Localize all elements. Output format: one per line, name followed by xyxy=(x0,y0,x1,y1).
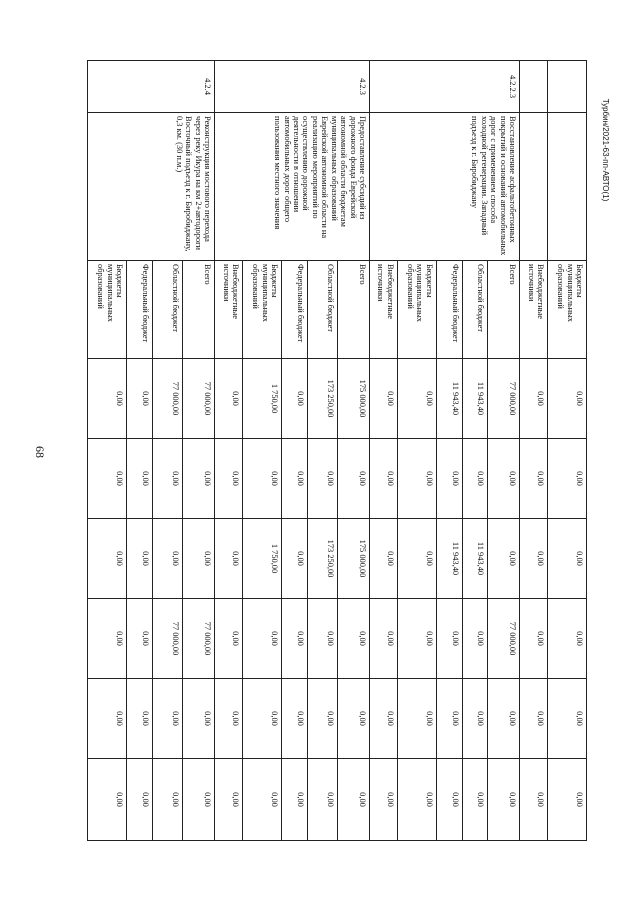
amount-cell: 77 000,00 xyxy=(152,599,183,679)
item-name-cell xyxy=(520,113,548,261)
amount-cell: 0,00 xyxy=(462,759,488,841)
item-name-cell: Реконструкция мостового перехода через реку Икура на км 2+автодороги Восточный подъезд к г. Биробиджану, 0,3 км. (30 п.м.) xyxy=(88,113,215,261)
amount-cell: 0,00 xyxy=(183,679,215,759)
item-name-cell: Восстановление асфальтобетонных покрытий и оснований автомобильных дорог с применением способа холодной регенерации. Западный подъезд к г. Биробиджану xyxy=(369,113,519,261)
item-name-cell xyxy=(548,113,587,261)
amount-cell: 0,00 xyxy=(242,599,281,679)
amount-cell: 0,00 xyxy=(436,759,462,841)
amount-cell: 0,00 xyxy=(242,439,281,519)
funding-source-cell: Федеральный бюджет xyxy=(281,261,307,359)
amount-cell: 0,00 xyxy=(397,679,436,759)
amount-cell: 0,00 xyxy=(520,599,548,679)
amount-cell: 0,00 xyxy=(307,599,338,679)
amount-cell: 0,00 xyxy=(338,599,370,679)
table-row xyxy=(338,61,370,841)
amount-cell: 0,00 xyxy=(88,599,127,679)
amount-cell: 0,00 xyxy=(215,679,243,759)
amount-cell: 0,00 xyxy=(548,599,587,679)
amount-cell: 0,00 xyxy=(307,759,338,841)
amount-cell: 0,00 xyxy=(520,359,548,439)
amount-cell: 0,00 xyxy=(127,759,153,841)
amount-cell: 0,00 xyxy=(548,439,587,519)
amount-cell: 0,00 xyxy=(520,679,548,759)
amount-cell: 77 000,00 xyxy=(488,359,520,439)
amount-cell: 77 000,00 xyxy=(183,359,215,439)
amount-cell: 0,00 xyxy=(281,359,307,439)
amount-cell: 0,00 xyxy=(369,599,397,679)
item-code-cell: 4.2.3 xyxy=(215,61,370,113)
amount-cell: 0,00 xyxy=(369,519,397,599)
amount-cell: 0,00 xyxy=(488,679,520,759)
amount-cell: 0,00 xyxy=(215,519,243,599)
amount-cell: 0,00 xyxy=(436,439,462,519)
amount-cell: 0,00 xyxy=(127,359,153,439)
page-number: 68 xyxy=(33,446,47,458)
amount-cell: 0,00 xyxy=(397,759,436,841)
amount-cell: 0,00 xyxy=(281,439,307,519)
amount-cell: 0,00 xyxy=(127,599,153,679)
amount-cell: 1 750,00 xyxy=(242,519,281,599)
funding-source-cell: Всего xyxy=(183,261,215,359)
funding-source-cell: Бюджеты муниципальных образований xyxy=(397,261,436,359)
funding-source-cell: Внебюджетные источники xyxy=(369,261,397,359)
amount-cell: 0,00 xyxy=(88,679,127,759)
funding-source-cell: Федеральный бюджет xyxy=(436,261,462,359)
amount-cell: 0,00 xyxy=(462,439,488,519)
amount-cell: 0,00 xyxy=(88,759,127,841)
amount-cell: 0,00 xyxy=(338,759,370,841)
amount-cell: 0,00 xyxy=(183,519,215,599)
amount-cell: 0,00 xyxy=(369,759,397,841)
amount-cell: 0,00 xyxy=(215,359,243,439)
budget-table xyxy=(87,60,587,841)
amount-cell: 0,00 xyxy=(152,519,183,599)
amount-cell: 0,00 xyxy=(215,599,243,679)
amount-cell: 0,00 xyxy=(548,759,587,841)
amount-cell: 0,00 xyxy=(520,519,548,599)
amount-cell: 0,00 xyxy=(488,519,520,599)
table-row xyxy=(548,61,587,841)
funding-source-cell: Внебюджетные источники xyxy=(520,261,548,359)
amount-cell: 0,00 xyxy=(88,359,127,439)
amount-cell: 77 000,00 xyxy=(488,599,520,679)
amount-cell: 0,00 xyxy=(436,679,462,759)
amount-cell: 0,00 xyxy=(338,439,370,519)
amount-cell: 0,00 xyxy=(462,679,488,759)
amount-cell: 0,00 xyxy=(548,359,587,439)
amount-cell: 0,00 xyxy=(127,519,153,599)
budget-table-body xyxy=(88,61,587,841)
funding-source-cell: Бюджеты муниципальных образований xyxy=(242,261,281,359)
amount-cell: 0,00 xyxy=(397,599,436,679)
amount-cell: 77 000,00 xyxy=(152,359,183,439)
amount-cell: 0,00 xyxy=(88,519,127,599)
document-footer-code: Турбин/2021-63-пп-АВТО(1) xyxy=(601,98,610,202)
amount-cell: 0,00 xyxy=(397,359,436,439)
budget-table-container xyxy=(87,60,587,840)
item-name-cell: Предоставление субсидий из дорожного фонда Еврейской автономной области бюджетам муниципальных образований Еврейской автономной области на реализацию мероприятий по осуществлению дорожной деятельности в отношении автомобильных дорог общего пользования местного значения xyxy=(215,113,370,261)
amount-cell: 0,00 xyxy=(307,439,338,519)
amount-cell: 0,00 xyxy=(488,439,520,519)
amount-cell: 0,00 xyxy=(488,759,520,841)
table-row xyxy=(183,61,215,841)
amount-cell: 0,00 xyxy=(520,439,548,519)
amount-cell: 0,00 xyxy=(152,759,183,841)
funding-source-cell: Внебюджетные источники xyxy=(215,261,243,359)
amount-cell: 0,00 xyxy=(242,679,281,759)
amount-cell: 0,00 xyxy=(88,439,127,519)
amount-cell: 0,00 xyxy=(127,679,153,759)
amount-cell: 0,00 xyxy=(548,679,587,759)
amount-cell: 0,00 xyxy=(548,519,587,599)
amount-cell: 175 000,00 xyxy=(338,359,370,439)
amount-cell: 0,00 xyxy=(281,599,307,679)
funding-source-cell: Федеральный бюджет xyxy=(127,261,153,359)
amount-cell: 0,00 xyxy=(183,439,215,519)
amount-cell: 11 943,40 xyxy=(462,519,488,599)
funding-source-cell: Бюджеты муниципальных образований xyxy=(88,261,127,359)
funding-source-cell: Бюджеты муниципальных образований xyxy=(548,261,587,359)
funding-source-cell: Областной бюджет xyxy=(307,261,338,359)
amount-cell: 0,00 xyxy=(183,759,215,841)
amount-cell: 0,00 xyxy=(281,759,307,841)
amount-cell: 0,00 xyxy=(281,519,307,599)
amount-cell: 77 000,00 xyxy=(183,599,215,679)
table-row xyxy=(488,61,520,841)
amount-cell: 175 000,00 xyxy=(338,519,370,599)
item-code-cell xyxy=(548,61,587,113)
amount-cell: 0,00 xyxy=(397,519,436,599)
amount-cell: 11 943,40 xyxy=(436,359,462,439)
item-code-cell: 4.2.2.3 xyxy=(369,61,519,113)
table-row xyxy=(520,61,548,841)
amount-cell: 0,00 xyxy=(369,359,397,439)
item-code-cell xyxy=(520,61,548,113)
funding-source-cell: Всего xyxy=(488,261,520,359)
amount-cell: 0,00 xyxy=(462,599,488,679)
amount-cell: 0,00 xyxy=(436,599,462,679)
amount-cell: 173 250,00 xyxy=(307,359,338,439)
amount-cell: 0,00 xyxy=(152,439,183,519)
amount-cell: 0,00 xyxy=(215,759,243,841)
funding-source-cell: Областной бюджет xyxy=(152,261,183,359)
amount-cell: 0,00 xyxy=(242,759,281,841)
amount-cell: 0,00 xyxy=(307,679,338,759)
amount-cell: 0,00 xyxy=(338,679,370,759)
amount-cell: 0,00 xyxy=(127,439,153,519)
amount-cell: 0,00 xyxy=(152,679,183,759)
amount-cell: 0,00 xyxy=(281,679,307,759)
funding-source-cell: Областной бюджет xyxy=(462,261,488,359)
item-code-cell: 4.2.4 xyxy=(88,61,215,113)
amount-cell: 0,00 xyxy=(215,439,243,519)
amount-cell: 173 250,00 xyxy=(307,519,338,599)
amount-cell: 11 943,40 xyxy=(462,359,488,439)
amount-cell: 1 750,00 xyxy=(242,359,281,439)
amount-cell: 0,00 xyxy=(369,679,397,759)
amount-cell: 0,00 xyxy=(369,439,397,519)
funding-source-cell: Всего xyxy=(338,261,370,359)
amount-cell: 0,00 xyxy=(397,439,436,519)
amount-cell: 0,00 xyxy=(520,759,548,841)
amount-cell: 11 943,40 xyxy=(436,519,462,599)
